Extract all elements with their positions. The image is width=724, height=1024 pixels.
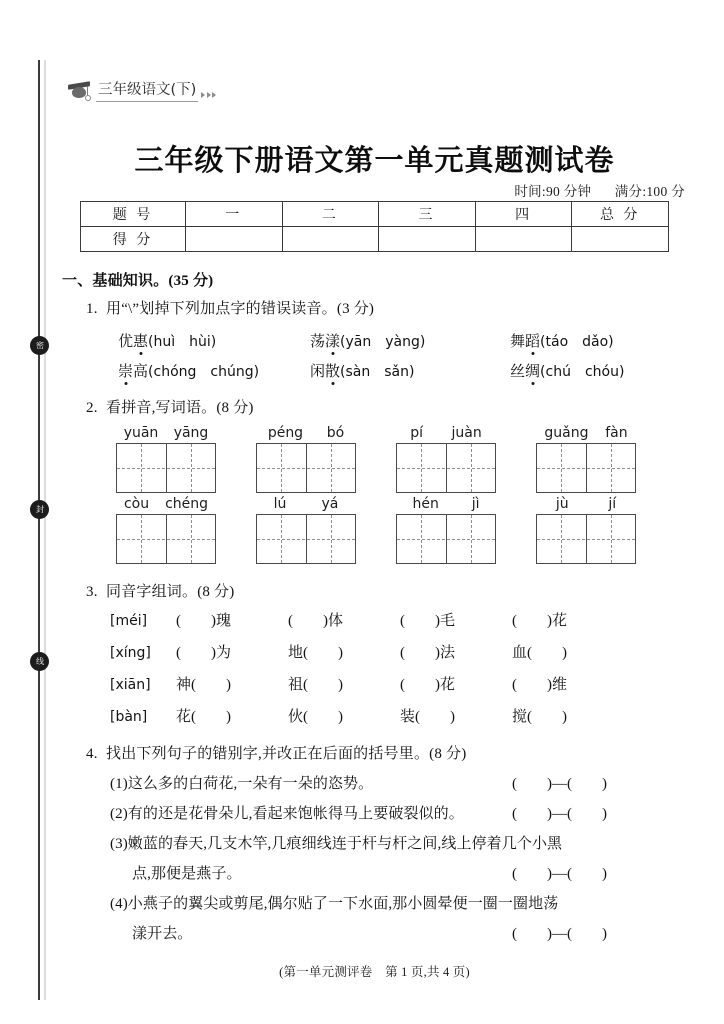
q1-item-6-option-b[interactable]: chóu [584,364,619,380]
q1-item-1-option-a[interactable]: huì [153,334,176,350]
q4-sentence-3 [110,832,562,853]
section-heading-basic-knowledge: 一、基础知识。(35 分) [62,273,214,289]
score-table-col-total: 总 分 [572,202,669,227]
q3-row-4-cell-4[interactable]: 搅( ) [512,709,567,725]
q2-grid-4[interactable] [536,425,636,493]
q3-row-2-key: [xíng] [110,645,151,661]
exam-meta [514,180,685,200]
q2-grid-2[interactable] [256,425,356,493]
q2-grid-1-pinyin-2: yāng [173,425,209,441]
question-3-number: 3. [86,584,98,600]
page-header-chip [68,76,216,102]
q2-grid-4-pinyin-2: fàn [605,425,628,441]
q3-row-4-cell-3[interactable]: 装( ) [400,709,455,725]
q3-row-1-cell-1[interactable]: ( )瑰 [176,613,231,629]
q2-grid-7-pinyin-2: jì [471,496,480,512]
q3-row-2-cell-4[interactable]: 血( ) [512,645,567,661]
q1-item-5-option-a[interactable]: sàn [345,364,371,380]
score-table-col-3: 三 [379,202,476,227]
q1-item-2-option-b[interactable]: yàng [385,334,420,350]
q3-row-2-cell-2[interactable]: 地( ) [288,645,343,661]
question-3-prompt [86,580,234,601]
seal-badge-mi: 密 [30,336,49,355]
seal-line-shadow [44,60,46,1000]
q4-answer-3[interactable]: ( )—( ) [512,866,607,882]
q3-row-4-cell-2[interactable]: 伙( ) [288,709,343,725]
q1-item-3-option-a[interactable]: táo [545,334,569,350]
q2-grid-8-pinyin-1: jù [555,496,569,512]
q1-item-1-char1: 优 [118,334,134,350]
q1-item-2-char1: 荡 [310,334,326,350]
q2-grid-4-box[interactable] [536,443,636,493]
q3-row-1-key: [méi] [110,613,148,629]
q3-row-2-cell-3[interactable]: ( )法 [400,645,455,661]
q2-grid-1-pinyin [116,425,216,441]
q4-answer-4[interactable]: ( )—( ) [512,926,607,942]
score-table [80,201,669,252]
q1-item-5[interactable]: 闲散(sàn sǎn) [310,364,415,380]
seal-badge-xian: 线 [30,652,49,671]
question-4-prompt [86,742,466,763]
q1-item-2[interactable]: 荡漾(yān yàng) [310,334,426,350]
q3-row-4-cell-1[interactable]: 花( ) [176,709,231,725]
q3-row-4-key: [bàn] [110,709,148,725]
score-table-col-4: 四 [475,202,572,227]
q2-grid-7-pinyin-1: hén [412,496,439,512]
graduation-cap-icon [68,80,94,102]
table-row-question-numbers [81,202,669,227]
q2-grid-1-box[interactable] [116,443,216,493]
q2-grid-8-pinyin [536,496,636,512]
q2-grid-3-pinyin-2: juàn [451,425,482,441]
q1-item-3-char1: 舞 [510,334,526,350]
q2-grid-5-box[interactable] [116,514,216,564]
q1-item-2-option-a[interactable]: yān [345,334,372,350]
q1-item-4-option-a[interactable]: chóng [153,364,197,380]
score-cell-4[interactable] [475,227,572,252]
q1-item-5-char2: 散 [325,364,341,380]
q3-row-2-cell-1[interactable]: ( )为 [176,645,231,661]
page-title: 三年级下册语文第一单元真题测试卷 [134,143,615,177]
q2-grid-2-pinyin-2: bó [326,425,345,441]
q4-sentence-2-label: (2) [110,806,128,822]
header-chip-label: 三年级语文(下) [96,82,198,102]
q2-grid-6-box[interactable] [256,514,356,564]
q2-grid-6-pinyin [256,496,356,512]
q4-sentence-4-continued: 漾开去。 [132,926,193,942]
q1-item-4[interactable]: 崇高(chóng chúng) [118,364,260,380]
question-2-prompt [86,396,254,417]
q2-grid-5-pinyin-2: chéng [165,496,209,512]
q1-item-4-char2: 高 [133,364,149,380]
page-footer: (第一单元测评卷 第 1 页,共 4 页) [279,965,470,979]
q2-grid-7-box[interactable] [396,514,496,564]
q3-row-3-cell-4[interactable]: ( )维 [512,677,567,693]
q1-item-1-option-b[interactable]: hùi [189,334,211,350]
q4-sentence-4-label: (4) [110,896,128,912]
q4-sentence-1-label: (1) [110,776,128,792]
q1-item-1[interactable]: 优惠(huì hùi) [118,334,217,350]
q1-item-3[interactable]: 舞蹈(táo dǎo) [510,334,614,350]
q2-grid-5[interactable] [116,496,216,564]
score-cell-1[interactable] [186,227,283,252]
q1-item-3-char2: 蹈 [525,334,541,350]
q4-sentence-4 [110,892,558,913]
q3-row-3-cell-1[interactable]: 神( ) [176,677,231,693]
q4-sentence-3-label: (3) [110,836,128,852]
q3-row-1-cell-3[interactable]: ( )毛 [400,613,455,629]
q1-item-5-option-b[interactable]: sǎn [384,364,409,380]
q3-row-3-cell-3[interactable]: ( )花 [400,677,455,693]
question-1-prompt [86,297,374,318]
q3-row-2[interactable] [110,641,624,662]
q4-sentence-2-text: 有的还是花骨朵儿,看起来饱帐得马上要破裂似的。 [127,806,464,822]
q4-sentence-1-text: 这么多的白荷花,一朵有一朵的恣势。 [127,776,374,792]
q4-sentence-3-continued: 点,那便是燕子。 [132,866,242,882]
q3-row-3[interactable] [110,673,624,694]
q2-grid-2-box[interactable] [256,443,356,493]
question-4-text: 找出下列句子的错别字,并改正在后面的括号里。(8 分) [106,746,467,762]
question-1-text: 用“\”划掉下列加点字的错误读音。(3 分) [106,301,375,317]
exam-total-score: 满分:100 分 [614,184,685,199]
seal-line [38,60,40,1000]
exam-page [62,0,687,1024]
q2-grid-2-pinyin-1: péng [267,425,304,441]
q2-grid-6-pinyin-1: lú [273,496,287,512]
q2-grid-8-pinyin-2: jí [608,496,617,512]
q2-grid-6-pinyin-2: yá [321,496,339,512]
q4-sentence-2 [110,802,464,823]
q2-grid-2-pinyin [256,425,356,441]
q1-item-5-char1: 闲 [310,364,326,380]
question-1-number: 1. [86,301,98,317]
q4-sentence-3-text: 嫩蓝的春天,几支木竿,几痕细线连于杆与杆之间,线上停着几个小黑 [127,836,563,852]
score-table-row-label-question: 题 号 [81,202,186,227]
q2-grid-4-pinyin [536,425,636,441]
q1-item-6-char2: 绸 [525,364,541,380]
score-table-col-1: 一 [186,202,283,227]
q1-item-6-char1: 丝 [510,364,526,380]
question-4-number: 4. [86,746,98,762]
q4-answer-1[interactable]: ( )—( ) [512,776,607,792]
q3-row-1[interactable] [110,609,624,630]
q2-grid-3[interactable] [396,425,496,493]
q3-row-4[interactable] [110,705,624,726]
question-2-number: 2. [86,400,98,416]
triple-arrow-icon [201,92,216,102]
q1-item-6[interactable]: 丝绸(chú chóu) [510,364,625,380]
q2-grid-4-pinyin-1: guǎng [544,425,589,441]
q4-sentence-4-text: 小燕子的翼尖或剪尾,偶尔贴了一下水面,那小圆晕便一圈一圈地荡 [127,896,559,912]
q3-row-3-cell-2[interactable]: 祖( ) [288,677,343,693]
q1-item-6-option-a[interactable]: chú [545,364,571,380]
q3-row-3-key: [xiān] [110,677,151,693]
score-table-row-label-score: 得 分 [81,227,186,252]
q2-grid-1-pinyin-1: yuān [123,425,159,441]
q1-item-1-char2: 惠 [133,334,149,350]
score-cell-2[interactable] [282,227,379,252]
q1-item-2-char2: 漾 [325,334,341,350]
q3-row-1-cell-4[interactable]: ( )花 [512,613,567,629]
q2-grid-5-pinyin [116,496,216,512]
q2-grid-6[interactable] [256,496,356,564]
score-table-col-2: 二 [282,202,379,227]
seal-badge-feng: 封 [30,500,49,519]
score-cell-3[interactable] [379,227,476,252]
q1-item-4-option-b[interactable]: chúng [210,364,254,380]
q2-grid-3-box[interactable] [396,443,496,493]
score-cell-total[interactable] [572,227,669,252]
q2-grid-8-box[interactable] [536,514,636,564]
q3-row-1-cell-2[interactable]: ( )体 [288,613,343,629]
q2-grid-5-pinyin-1: còu [123,496,150,512]
q2-grid-1[interactable] [116,425,216,493]
q2-grid-7-pinyin [396,496,496,512]
q2-grid-7[interactable] [396,496,496,564]
q1-item-3-option-b[interactable]: dǎo [582,334,609,350]
q2-grid-3-pinyin-1: pí [410,425,424,441]
question-3-text: 同音字组词。(8 分) [106,584,235,600]
q2-grid-3-pinyin [396,425,496,441]
exam-time: 时间:90 分钟 [514,184,592,199]
q2-grid-8[interactable] [536,496,636,564]
q4-answer-2[interactable]: ( )—( ) [512,806,607,822]
q1-item-4-char1: 崇 [118,364,134,380]
question-2-text: 看拼音,写词语。(8 分) [106,400,254,416]
table-row-scores [81,227,669,252]
q4-sentence-1 [110,772,373,793]
